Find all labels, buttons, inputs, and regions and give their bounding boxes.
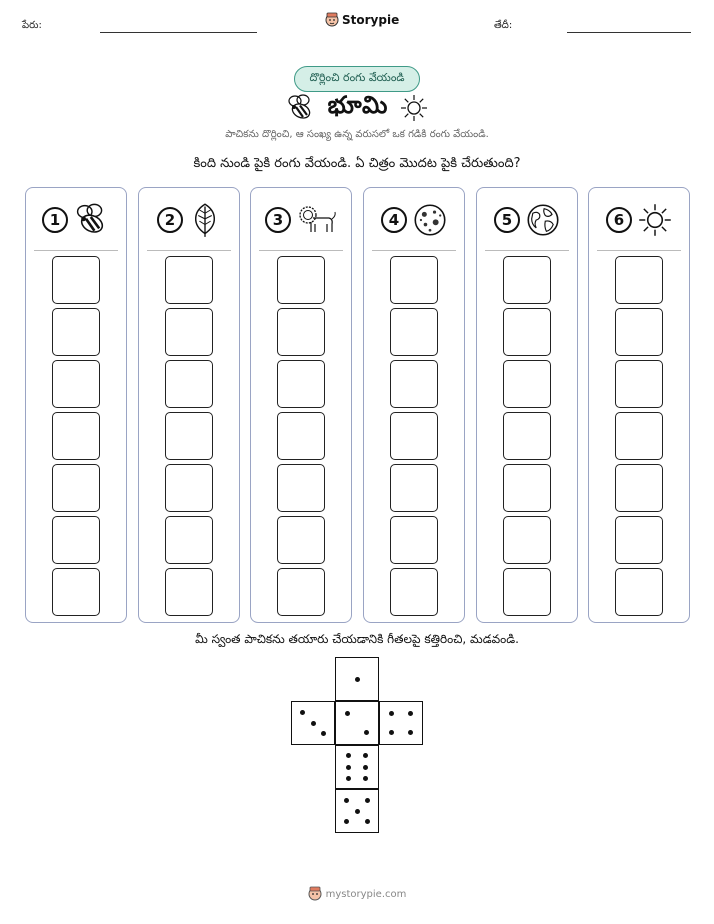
color-cell[interactable] (615, 516, 663, 564)
dice-pip (363, 753, 368, 758)
color-cell[interactable] (390, 256, 438, 304)
column-number: 6 (606, 207, 632, 233)
column-number: 2 (157, 207, 183, 233)
color-cell[interactable] (503, 256, 551, 304)
dice-pip (345, 711, 350, 716)
color-cell[interactable] (503, 568, 551, 616)
column-5 (476, 187, 578, 623)
dice-pip (363, 776, 368, 781)
color-cell[interactable] (52, 568, 100, 616)
dice-pip (311, 721, 316, 726)
footer-site: mystorypie.com (325, 888, 407, 900)
column-header (477, 200, 577, 240)
color-cell[interactable] (390, 412, 438, 460)
column-divider (372, 250, 456, 251)
storypie-mascot-icon (325, 12, 339, 28)
dice-pip (355, 677, 360, 682)
subtitle: పాచికను దొర్లించి, ఆ సంఖ్య ఉన్న వరుసలో ఒక గడికి రంగు వేయండి. (225, 129, 489, 140)
color-cell[interactable] (390, 360, 438, 408)
column-2 (138, 187, 240, 623)
dice-face-1 (335, 657, 379, 701)
color-cell[interactable] (165, 464, 213, 512)
brand-name: Storypie (342, 13, 400, 27)
dice-pip (408, 711, 413, 716)
color-cell[interactable] (277, 464, 325, 512)
dice-pip (344, 798, 349, 803)
dice-pip (321, 731, 326, 736)
footer (0, 886, 714, 902)
color-cell[interactable] (390, 568, 438, 616)
color-cell[interactable] (503, 464, 551, 512)
column-divider (34, 250, 118, 251)
column-3 (250, 187, 352, 623)
instruction: కింది నుండి పైకి రంగు వేయండి. ఏ చిత్రం మొదట పైకి చేరుతుంది? (193, 156, 521, 171)
column-divider (485, 250, 569, 251)
color-cell[interactable] (165, 256, 213, 304)
dice-pip (408, 730, 413, 735)
color-cell[interactable] (52, 308, 100, 356)
sun-icon (400, 94, 428, 122)
column-divider (259, 250, 343, 251)
moon-icon (413, 203, 447, 237)
dice-pip (346, 776, 351, 781)
dice-face-5 (335, 789, 379, 833)
dice-pip (355, 809, 360, 814)
page-title: భూమి (327, 91, 389, 119)
dice-pip (344, 819, 349, 824)
earth-icon (526, 203, 560, 237)
cut-instruction: మీ స్వంత పాచికను తయారు చేయడానికి గీతలపై కత్తిరించి, మడవండి. (195, 632, 519, 646)
brand-logo (325, 12, 399, 28)
color-cell[interactable] (52, 360, 100, 408)
color-cell[interactable] (390, 308, 438, 356)
dice-face-2 (335, 701, 379, 745)
column-header (364, 200, 464, 240)
leaf-icon (189, 202, 221, 238)
dice-pip (346, 753, 351, 758)
column-header (139, 200, 239, 240)
title-row (0, 92, 714, 124)
column-1 (25, 187, 127, 623)
color-cell[interactable] (277, 412, 325, 460)
color-cell[interactable] (615, 256, 663, 304)
dice-pip (389, 730, 394, 735)
date-line[interactable] (567, 32, 691, 33)
column-number: 1 (42, 207, 68, 233)
column-number: 5 (494, 207, 520, 233)
color-cell[interactable] (277, 516, 325, 564)
dice-pip (363, 765, 368, 770)
color-cell[interactable] (615, 412, 663, 460)
name-line[interactable] (100, 32, 257, 33)
lion-icon (297, 202, 337, 238)
color-cell[interactable] (165, 360, 213, 408)
column-divider (597, 250, 681, 251)
column-header (26, 200, 126, 240)
storypie-mascot-icon (308, 886, 322, 902)
column-6 (588, 187, 690, 623)
bee-icon (74, 202, 110, 238)
color-cell[interactable] (503, 412, 551, 460)
color-cell[interactable] (165, 412, 213, 460)
dice-pip (365, 798, 370, 803)
activity-badge: దొర్లించి రంగు వేయండి (294, 66, 420, 92)
column-4 (363, 187, 465, 623)
color-cell[interactable] (277, 256, 325, 304)
dice-face-3 (291, 701, 335, 745)
color-cell[interactable] (277, 568, 325, 616)
dice-pip (300, 710, 305, 715)
color-cell[interactable] (615, 464, 663, 512)
column-divider (147, 250, 231, 251)
color-cell[interactable] (165, 568, 213, 616)
column-number: 4 (381, 207, 407, 233)
color-cell[interactable] (277, 308, 325, 356)
color-cell[interactable] (390, 464, 438, 512)
color-cell[interactable] (615, 568, 663, 616)
color-cell[interactable] (503, 308, 551, 356)
bee-icon (286, 94, 316, 122)
color-cell[interactable] (615, 308, 663, 356)
color-cell[interactable] (52, 464, 100, 512)
column-number: 3 (265, 207, 291, 233)
dice-pip (389, 711, 394, 716)
dice-pip (346, 765, 351, 770)
dice-pip (365, 819, 370, 824)
color-cell[interactable] (503, 360, 551, 408)
color-cell[interactable] (52, 256, 100, 304)
color-cell[interactable] (615, 360, 663, 408)
dice-face-6 (335, 745, 379, 789)
column-header (251, 200, 351, 240)
color-cell[interactable] (503, 516, 551, 564)
dice-pip (364, 730, 369, 735)
color-cell[interactable] (390, 516, 438, 564)
color-cell[interactable] (277, 360, 325, 408)
column-header (589, 200, 689, 240)
sun-icon (638, 203, 672, 237)
dice-face-4 (379, 701, 423, 745)
color-cell[interactable] (52, 516, 100, 564)
date-label: తేదీ: (494, 20, 513, 31)
color-cell[interactable] (52, 412, 100, 460)
color-cell[interactable] (165, 308, 213, 356)
name-label: పేరు: (22, 20, 42, 31)
color-cell[interactable] (165, 516, 213, 564)
